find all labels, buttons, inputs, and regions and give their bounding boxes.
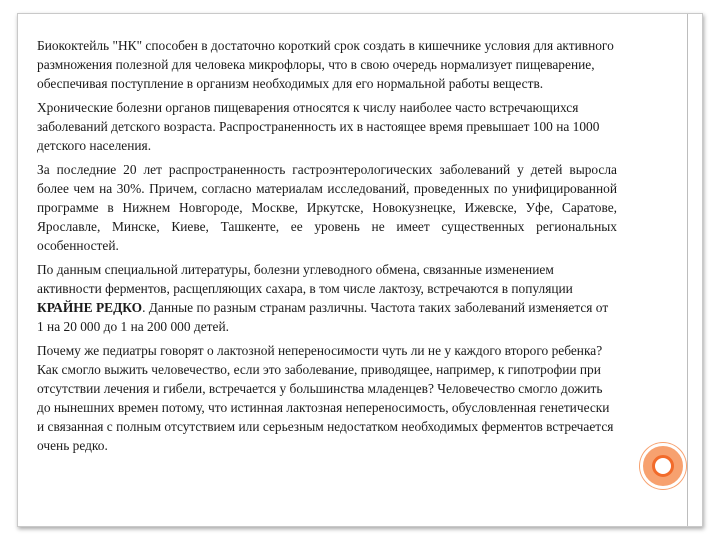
paragraph-1: Биококтейль "НК" способен в достаточно короткий срок создать в кишечнике условия для активного размножения полезной для человека микрофлоры, что в свою очередь нормализует пищеварение, обеспечивая поступление в организм необходимых для его нормальной работы веществ. <box>37 38 614 91</box>
decorative-vertical-line <box>687 14 688 526</box>
paragraph-4-end: . Данные по разным странам различны. Частота таких заболеваний изменяется от 1 на 20 000 до 1 на 200 000 детей. <box>37 300 609 334</box>
paragraph-4 <box>37 260 617 336</box>
paragraph-3: За последние 20 лет распространенность гастроэнтерологических заболеваний у детей выросла более чем на 30%. Причем, согласно материалам исследований, проведенных по унифицированной программе в Нижнем Новгороде, Москве, Иркутске, Новокузнецке, Ижевске, Уфе, Саратове, Ярославле, Минске, Киеве, Ташкенте, ее уровень не имеет существенных региональных особенностей. <box>37 162 617 253</box>
paragraph-2: Хронические болезни органов пищеварения относятся к числу наиболее часто встречающихся заболеваний детского возраста. Распространенность их в настоящее время превышает 100 на 1000 детского населения. <box>37 100 600 153</box>
paragraph-4-emphasis: КРАЙНЕ РЕДКО <box>37 300 143 315</box>
decorative-circle-inner <box>652 455 674 477</box>
paragraph-4-start: По данным специальной литературы, болезни углеводного обмена, связанные изменением активности ферментов, расщепляющих сахара, в том числе лактозу, встречаются в популяции <box>37 262 573 296</box>
paragraph-5: Почему же педиатры говорят о лактозной непереносимости чуть ли не у каждого второго ребенка? Как смогло выжить человечество, если это заболевание, приводящее, например, к гипотрофии при отсутствии лечения и гибели, встречается у большинства младенцев? Человечество смогло дожить до нынешних времен потому, что истинная лактозная непереносимость, обусловленная генетически и связанная с полным отсутствием или серьезным недостатком необходимых ферментов встречается очень редко. <box>37 343 614 453</box>
slide-text-body <box>37 36 617 460</box>
